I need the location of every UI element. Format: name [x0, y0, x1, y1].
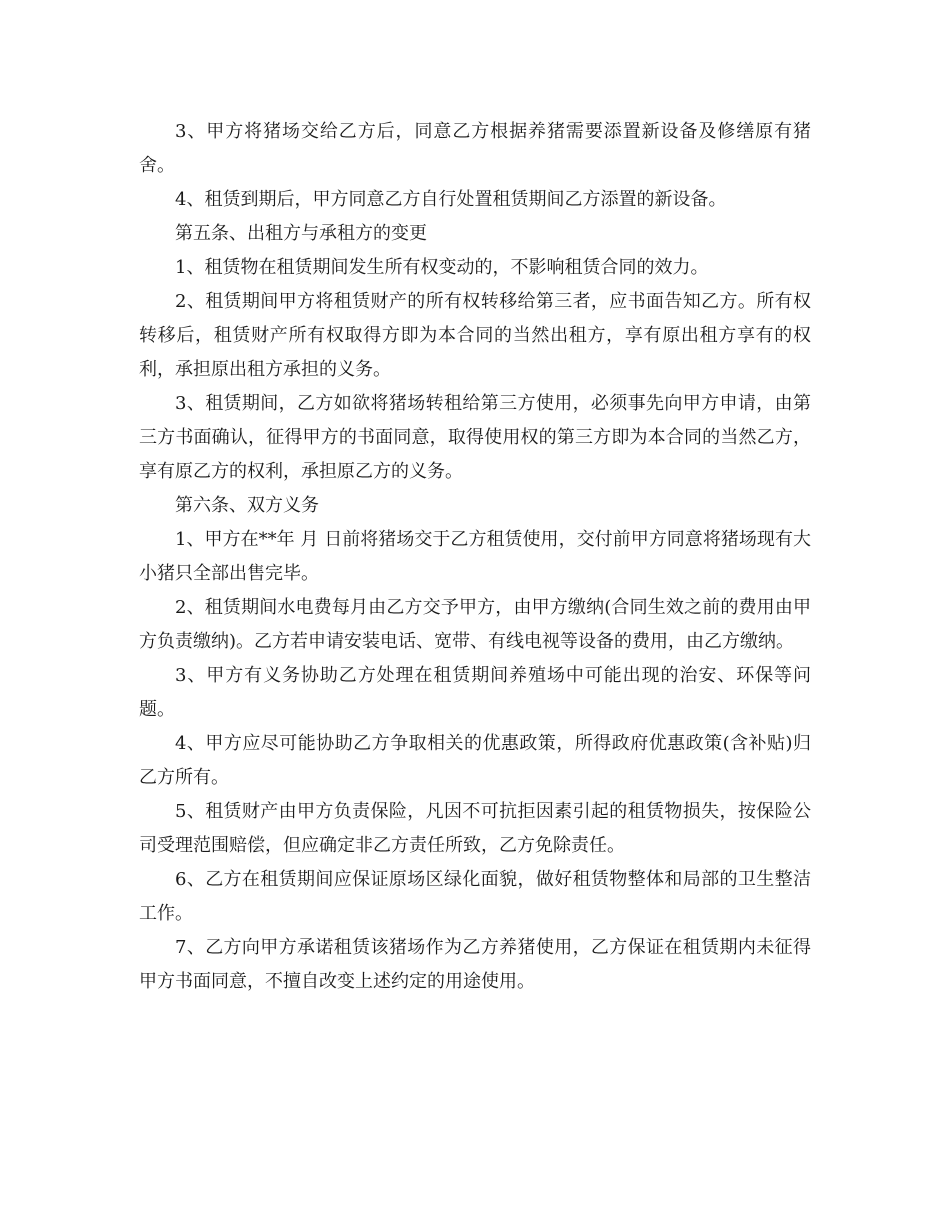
- clause-paragraph: 7、乙方向甲方承诺租赁该猪场作为乙方养猪使用，乙方保证在租赁期内未征得甲方书面同意，不擅自改变上述约定的用途使用。: [139, 937, 811, 992]
- clause-paragraph: 3、甲方有义务协助乙方处理在租赁期间养殖场中可能出现的治安、环保等问题。: [139, 665, 811, 720]
- clause-paragraph: 2、租赁期间水电费每月由乙方交予甲方，由甲方缴纳(合同生效之前的费用由甲方负责缴纳)。乙方若申请安装电话、宽带、有线电视等设备的费用，由乙方缴纳。: [139, 597, 811, 652]
- clause-paragraph: 1、甲方在**年 月 日前将猪场交于乙方租赁使用，交付前甲方同意将猪场现有大小猪只全部出售完毕。: [139, 529, 811, 584]
- clause-paragraph: 4、租赁到期后，甲方同意乙方自行处置租赁期间乙方添置的新设备。: [175, 189, 727, 210]
- clause-paragraph: 1、租赁物在租赁期间发生所有权变动的，不影响租赁合同的效力。: [175, 257, 709, 278]
- clause-paragraph: 3、租赁期间，乙方如欲将猪场转租给第三方使用，必须事先向甲方申请，由第三方书面确认，征得甲方的书面同意，取得使用权的第三方即为本合同的当然乙方，享有原乙方的权利，承担原乙方的义务。: [139, 393, 811, 482]
- clause-paragraph: 2、租赁期间甲方将租赁财产的所有权转移给第三者，应书面告知乙方。所有权转移后，租赁财产所有权取得方即为本合同的当然出租方，享有原出租方享有的权利，承担原出租方承担的义务。: [139, 291, 811, 380]
- article-heading: 第五条、出租方与承租方的变更: [175, 223, 427, 244]
- clause-paragraph: 6、乙方在租赁期间应保证原场区绿化面貌，做好租赁物整体和局部的卫生整洁工作。: [139, 869, 811, 924]
- clause-paragraph: 5、租赁财产由甲方负责保险，凡因不可抗拒因素引起的租赁物损失，按保险公司受理范围赔偿，但应确定非乙方责任所致，乙方免除责任。: [139, 801, 811, 856]
- article-heading: 第六条、双方义务: [175, 495, 319, 516]
- document-body: [139, 115, 811, 999]
- clause-paragraph: 3、甲方将猪场交给乙方后，同意乙方根据养猪需要添置新设备及修缮原有猪舍。: [139, 121, 811, 176]
- clause-paragraph: 4、甲方应尽可能协助乙方争取相关的优惠政策，所得政府优惠政策(含补贴)归乙方所有。: [139, 733, 811, 788]
